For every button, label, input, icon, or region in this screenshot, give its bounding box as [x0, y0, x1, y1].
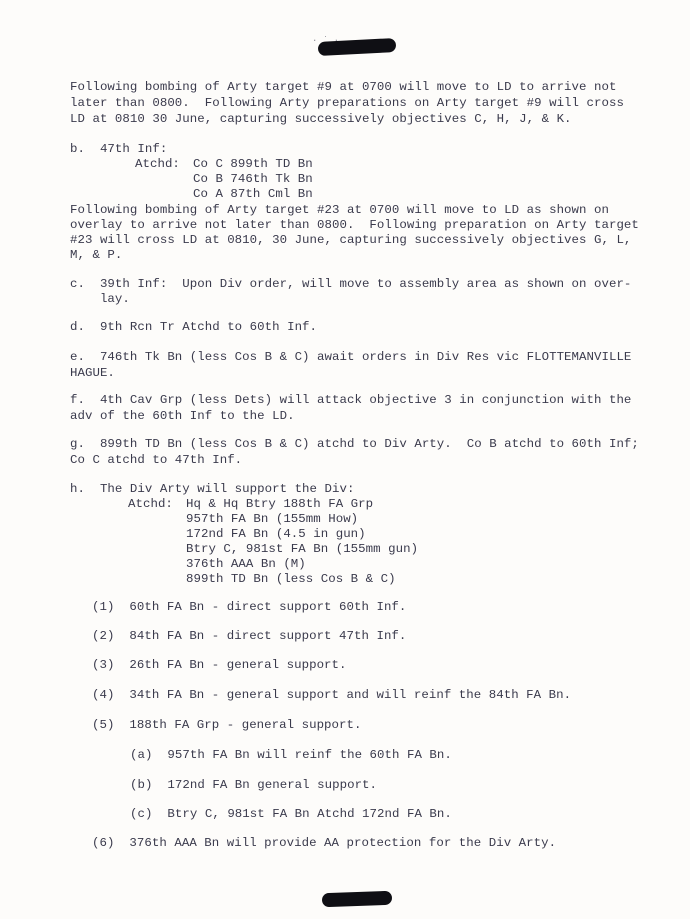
para-h-item-1: (1) 60th FA Bn - direct support 60th Inf.	[92, 600, 407, 614]
para-g-line-1: g. 899th TD Bn (less Cos B & C) atchd to Div Arty. Co B atchd to 60th Inf;	[70, 437, 639, 451]
para-h-subitem-b: (b) 172nd FA Bn general support.	[130, 778, 378, 792]
para-h-subitem-c: (c) Btry C, 981st FA Bn Atchd 172nd FA Bn.	[130, 807, 452, 821]
para-b-line-3: #23 will cross LD at 0810, 30 June, capturing successively objectives G, L,	[70, 233, 632, 247]
para-h-attached-5: 376th AAA Bn (M)	[186, 557, 306, 571]
para-h-attached-3: 172nd FA Bn (4.5 in gun)	[186, 527, 366, 541]
para-f-line-2: adv of the 60th Inf to the LD.	[70, 409, 295, 423]
para-b-line-4: M, & P.	[70, 248, 123, 262]
para-b-line-2: overlay to arrive not later than 0800. Following preparation on Arty target	[70, 218, 639, 232]
para-b-attached-3: Co A 87th Cml Bn	[193, 187, 313, 201]
paper-specks: · ˙ ·	[312, 36, 340, 46]
para-b-line-1: Following bombing of Arty target #23 at 0700 will move to LD as shown on	[70, 203, 609, 217]
para-a-line-3: LD at 0810 30 June, capturing successively objectives C, H, J, & K.	[70, 112, 572, 126]
para-h-item-6: (6) 376th AAA Bn will provide AA protection for the Div Arty.	[92, 836, 557, 850]
para-a-line-1: Following bombing of Arty target #9 at 0700 will move to LD to arrive not	[70, 80, 617, 94]
para-d: d. 9th Rcn Tr Atchd to 60th Inf.	[70, 320, 318, 334]
para-c-line-1: c. 39th Inf: Upon Div order, will move to assembly area as shown on over-	[70, 277, 632, 291]
para-h-attached-6: 899th TD Bn (less Cos B & C)	[186, 572, 396, 586]
para-h-subitem-a: (a) 957th FA Bn will reinf the 60th FA Bn.	[130, 748, 452, 762]
redaction-mark-bottom	[322, 891, 392, 907]
para-f-line-1: f. 4th Cav Grp (less Dets) will attack objective 3 in conjunction with the	[70, 393, 632, 407]
para-a-line-2: later than 0800. Following Arty preparations on Arty target #9 will cross	[70, 96, 624, 110]
para-h-heading: h. The Div Arty will support the Div:	[70, 482, 355, 496]
para-h-attached-4: Btry C, 981st FA Bn (155mm gun)	[186, 542, 419, 556]
para-h-attached-label: Atchd:	[128, 497, 173, 511]
para-e-line-1: e. 746th Tk Bn (less Cos B & C) await orders in Div Res vic FLOTTEMANVILLE	[70, 350, 632, 364]
para-c-line-2: lay.	[70, 292, 130, 306]
para-h-item-2: (2) 84th FA Bn - direct support 47th Inf.	[92, 629, 407, 643]
para-h-item-5: (5) 188th FA Grp - general support.	[92, 718, 362, 732]
para-e-line-2: HAGUE.	[70, 366, 115, 380]
para-h-item-3: (3) 26th FA Bn - general support.	[92, 658, 347, 672]
para-b-heading: b. 47th Inf:	[70, 142, 168, 156]
para-h-attached-1: Hq & Hq Btry 188th FA Grp	[186, 497, 374, 511]
para-h-item-4: (4) 34th FA Bn - general support and will reinf the 84th FA Bn.	[92, 688, 572, 702]
para-b-attached-2: Co B 746th Tk Bn	[193, 172, 313, 186]
para-b-attached-label: Atchd:	[135, 157, 180, 171]
para-b-attached-1: Co C 899th TD Bn	[193, 157, 313, 171]
para-g-line-2: Co C atchd to 47th Inf.	[70, 453, 243, 467]
para-h-attached-2: 957th FA Bn (155mm How)	[186, 512, 359, 526]
